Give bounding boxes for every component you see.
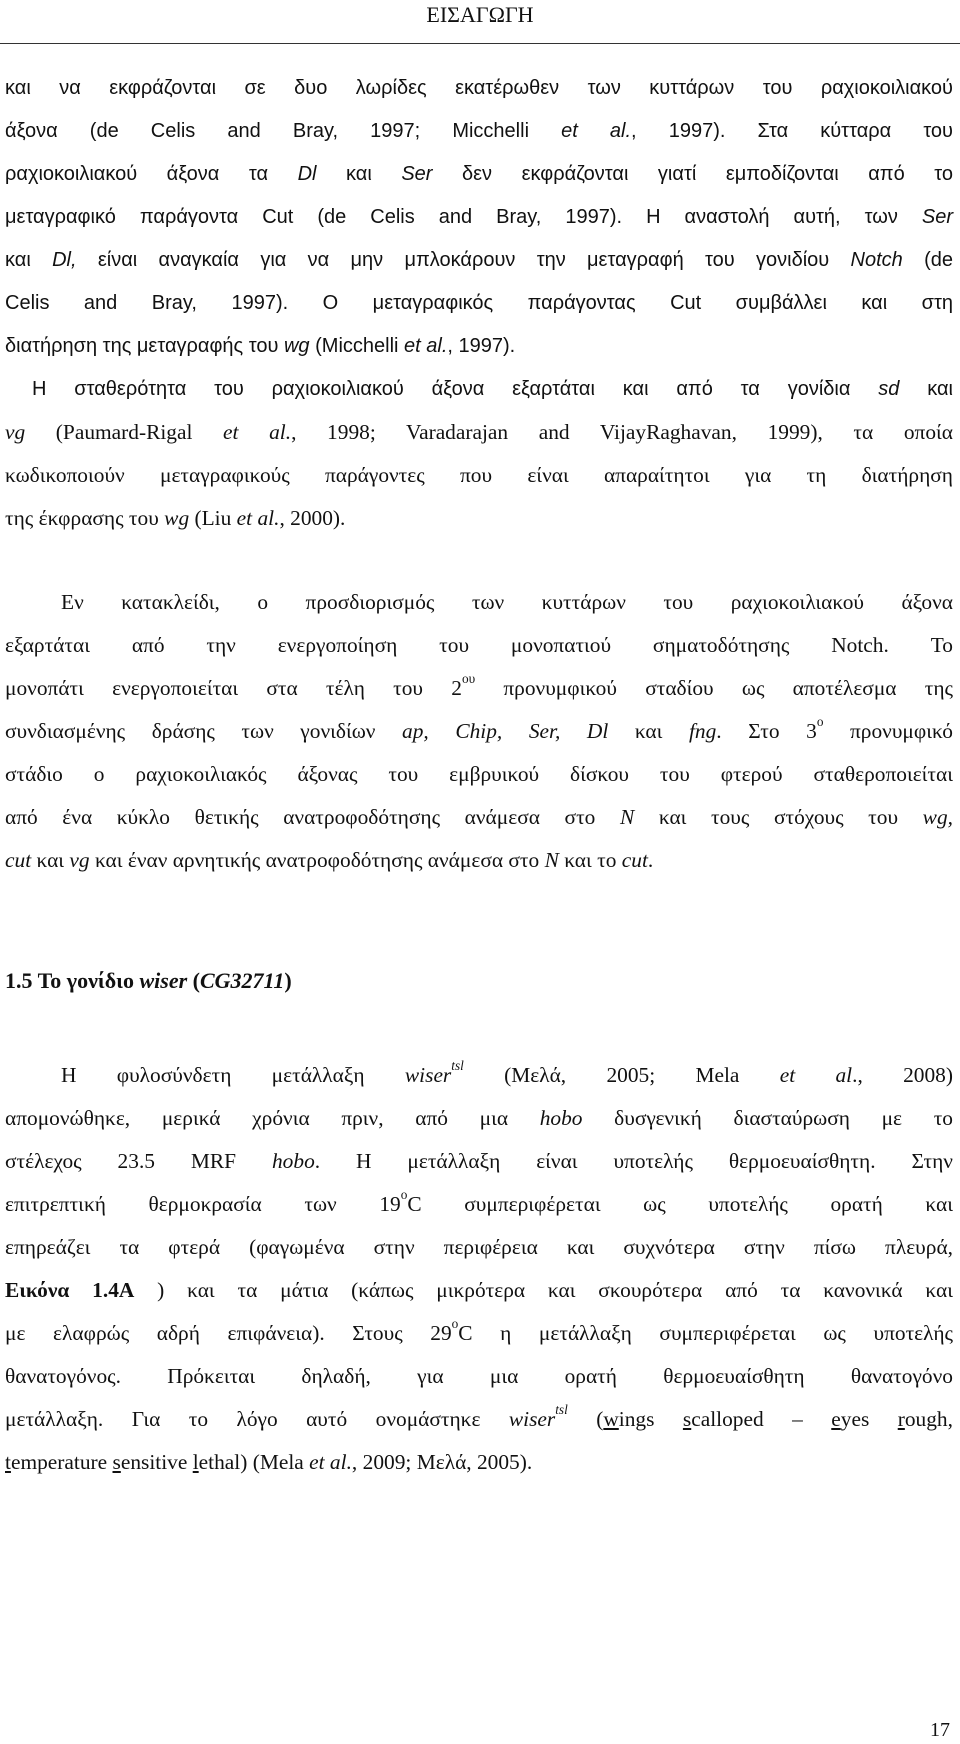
- text-line: vg (Paumard-Rigal et al., 1998; Varadarajan and VijayRaghavan, 1999), τα οποία: [5, 420, 953, 444]
- text-line: Celis and Bray, 1997). Ο μεταγραφικός παράγοντας Cut συμβάλλει και στη: [5, 292, 953, 314]
- text-line: με ελαφρώς αδρή επιφάνεια). Στους $29^oC$ η μετάλλαξη συμπεριφέρεται ως υποτελής: [5, 1316, 953, 1345]
- text-line: στάδιο ο ραχιοκοιλιακός άξονας του εμβρυικού δίσκου του φτερού σταθεροποιείται: [5, 762, 953, 786]
- text-line: Εν κατακλείδι, ο προσδιορισμός των κυττάρων του ραχιοκοιλιακού άξονα: [61, 590, 953, 614]
- text-line: cut και vg και έναν αρνητικής ανατροφοδότησης ανάμεσα στο N και το cut.: [5, 848, 654, 872]
- text-line: άξονα (de Celis and Bray, 1997; Micchelli et al., 1997). Στα κύτταρα του: [5, 120, 953, 142]
- figure-reference: Εικόνα 1.4Α: [5, 1278, 135, 1302]
- section-heading: 1.5 Το γονίδιο wiser (CG32711): [5, 968, 292, 993]
- text-line: διατήρηση της μεταγραφής του wg (Micchelli et al., 1997).: [5, 335, 516, 357]
- text-line: από ένα κύκλο θετικής ανατροφοδότησης ανάμεσα στο N και τους στόχους του wg,: [5, 805, 953, 829]
- text-line: κωδικοποιούν μεταγραφικούς παράγοντες που είναι απαραίτητοι για τη διατήρηση: [5, 463, 953, 487]
- text-line: Εικόνα 1.4Α ) και τα μάτια (κάπως μικρότερα και σκουρότερα από τα κανονικά και: [5, 1278, 953, 1302]
- text-line: απομονώθηκε, μερικά χρόνια πριν, από μια hobo δυσγενική διασταύρωση με το: [5, 1106, 953, 1130]
- text-line: μετάλλαξη. Για το λόγο αυτό ονομάστηκε wiser$^{tsl}$ (wings scalloped – eyes rough,: [5, 1402, 953, 1431]
- text-line: Η σταθερότητα του ραχιοκοιλιακού άξονα εξαρτάται και από τα γονίδια sd και: [32, 378, 953, 400]
- text-line: επηρεάζει τα φτερά (φαγωμένα στην περιφέρεια και συχνότερα στην πίσω πλευρά,: [5, 1235, 953, 1259]
- text-line: της έκφρασης του wg (Liu et al., 2000).: [5, 506, 346, 530]
- text-line: Η φυλοσύνδετη μετάλλαξη wiser$^{tsl}$ (Μελά, 2005; Mela et al., 2008): [61, 1058, 953, 1087]
- text-line: και Dl, είναι αναγκαία για να μην μπλοκάρουν την μεταγραφή του γονιδίου Notch (de: [5, 249, 954, 271]
- text-line: temperature sensitive lethal) (Mela et al., 2009; Μελά, 2005).: [5, 1450, 533, 1474]
- text-line: συνδιασμένης δράσης των γονιδίων ap, Chip, Ser, Dl και fng. Στο $3^o$ προνυμφικό: [5, 714, 953, 743]
- text-line: και να εκφράζονται σε δυο λωρίδες εκατέρωθεν των κυττάρων του ραχιοκοιλιακού: [5, 77, 953, 99]
- text-line: εξαρτάται από την ενεργοποίηση του μονοπατιού σηματοδότησης Notch. Το: [5, 633, 953, 657]
- text-line: ραχιοκοιλιακού άξονα τα Dl και Ser δεν εκφράζονται γιατί εμποδίζονται από το: [5, 163, 953, 185]
- page-header: [0, 0, 960, 42]
- header-title: ΕΙΣΑΓΩΓΗ: [426, 2, 534, 27]
- page-number: 17: [930, 1719, 950, 1741]
- text-line: θανατογόνος. Πρόκειται δηλαδή, για μια ορατή θερμοευαίσθητη θανατογόνο: [5, 1364, 953, 1388]
- text-line: μεταγραφικό παράγοντα Cut (de Celis and Bray, 1997). Η αναστολή αυτή, των Ser: [5, 206, 953, 228]
- text-line: στέλεχος 23.5 MRF hobo. Η μετάλλαξη είναι υποτελής θερμοευαίσθητη. Στην: [5, 1149, 953, 1173]
- header-divider: [0, 43, 960, 44]
- text-line: επιτρεπτική θερμοκρασία των $19^oC$ συμπεριφέρεται ως υποτελής ορατή και: [5, 1187, 953, 1216]
- text-line: μονοπάτι ενεργοποιείται στα τέλη του $2^{o\upsilon}$ προνυμφικού σταδίου ως αποτέλεσμα της: [5, 671, 953, 700]
